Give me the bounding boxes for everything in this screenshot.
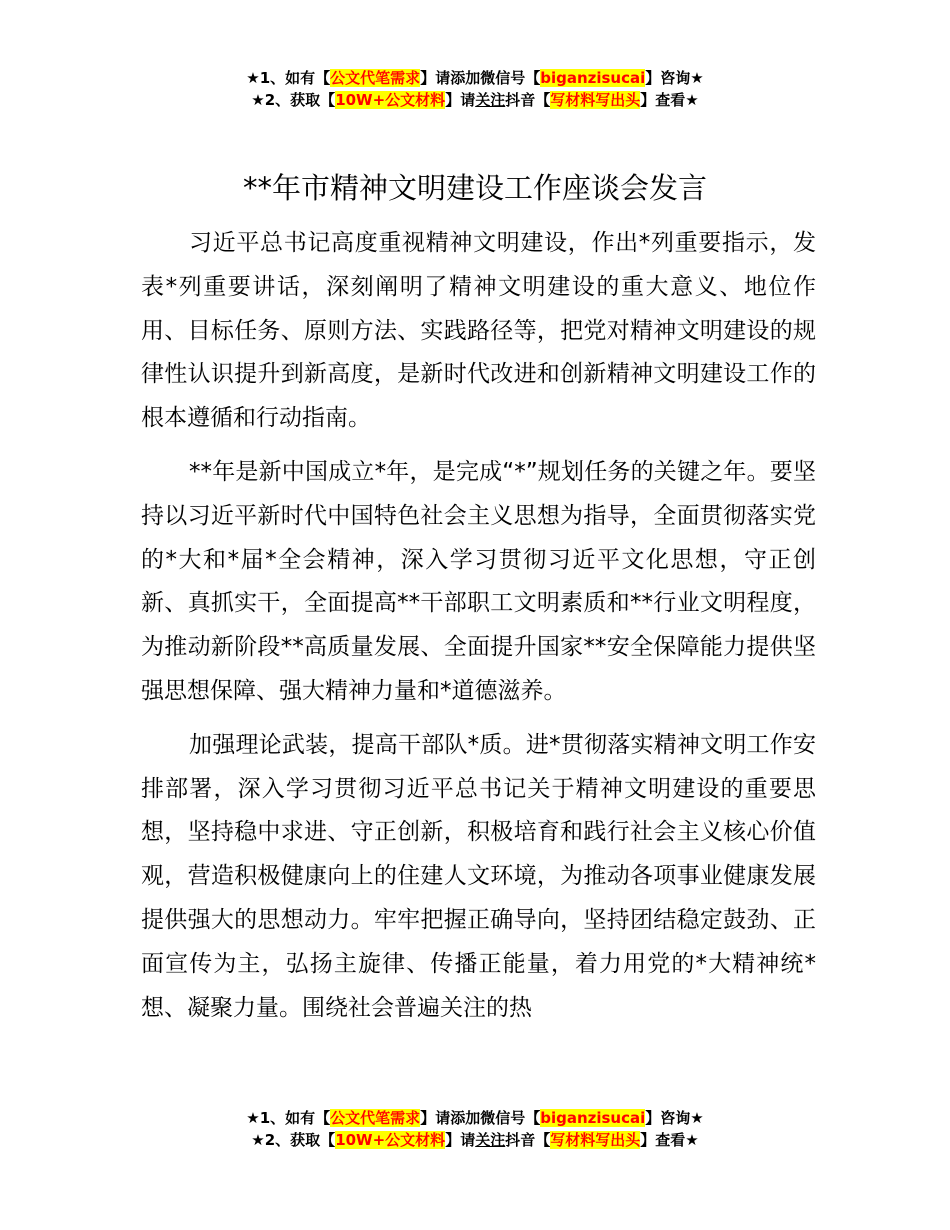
banner-text: ★1、如有【 xyxy=(246,1109,331,1127)
document-body xyxy=(141,222,816,1040)
banner-underline: 关注 xyxy=(475,1131,506,1149)
paragraph-1: 习近平总书记高度重视精神文明建设，作出*列重要指示，发表*列重要讲话，深刻阐明了精神文明建设的重大意义、地位作用、目标任务、原则方法、实践路径等，把党对精神文明建设的规律性认识提升到新高度，是新时代改进和创新精神文明建设工作的根本遵循和行动指南。 xyxy=(141,230,816,432)
banner-line-2 xyxy=(0,1129,950,1151)
banner-text: 】咨询★ xyxy=(645,1109,704,1127)
banner-text: 】请添加微信号【 xyxy=(420,1109,541,1127)
banner-highlight: 公文代笔需求 xyxy=(330,69,421,87)
banner-highlight: 公文代笔需求 xyxy=(330,1109,421,1127)
banner-text: ★1、如有【 xyxy=(246,69,331,87)
banner-text: 】请 xyxy=(445,1131,476,1149)
banner-line-1 xyxy=(0,67,950,89)
banner-highlight: biganzisucai xyxy=(540,1109,646,1127)
banner-highlight: 10W+公文材料 xyxy=(335,1131,446,1149)
banner-text: 】查看★ xyxy=(640,91,699,109)
banner-text: 】请添加微信号【 xyxy=(420,69,541,87)
banner-underline: 关注 xyxy=(475,91,506,109)
footer-banner xyxy=(0,1107,950,1151)
banner-highlight: biganzisucai xyxy=(540,69,646,87)
document-title: **年市精神文明建设工作座谈会发言 xyxy=(242,171,707,205)
banner-text: 抖音【 xyxy=(505,1131,551,1149)
banner-text: ★2、获取【 xyxy=(251,91,336,109)
banner-line-2 xyxy=(0,89,950,111)
banner-line-1 xyxy=(0,1107,950,1129)
banner-text: ★2、获取【 xyxy=(251,1131,336,1149)
banner-text: 】查看★ xyxy=(640,1131,699,1149)
header-banner xyxy=(0,67,950,111)
paragraph-3: 加强理论武装，提高干部队*质。进*贯彻落实精神文明工作安排部署，深入学习贯彻习近平总书记关于精神文明建设的重要思想，坚持稳中求进、守正创新，积极培育和践行社会主义核心价值观，营造积极健康向上的住建人文环境，为推动各项事业健康发展提供强大的思想动力。牢牢把握正确导向，坚持团结稳定鼓劲、正面宣传为主，弘扬主旋律、传播正能量，着力用党的*大精神统*想、凝聚力量。围绕社会普遍关注的热 xyxy=(141,731,816,1021)
banner-text: 】请 xyxy=(445,91,476,109)
paragraph-2: **年是新中国成立*年，是完成“*”规划任务的关键之年。要坚持以习近平新时代中国特色社会主义思想为指导，全面贯彻落实党的*大和*届*全会精神，深入学习贯彻习近平文化思想，守正创新、真抓实干，全面提高**干部职工文明素质和**行业文明程度，为推动新阶段**高质量发展、全面提升国家**安全保障能力提供坚强思想保障、强大精神力量和*道德滋养。 xyxy=(141,458,816,704)
banner-text: 抖音【 xyxy=(505,91,551,109)
banner-highlight: 写材料写出头 xyxy=(550,1131,641,1149)
banner-highlight: 10W+公文材料 xyxy=(335,91,446,109)
banner-highlight: 写材料写出头 xyxy=(550,91,641,109)
banner-text: 】咨询★ xyxy=(645,69,704,87)
